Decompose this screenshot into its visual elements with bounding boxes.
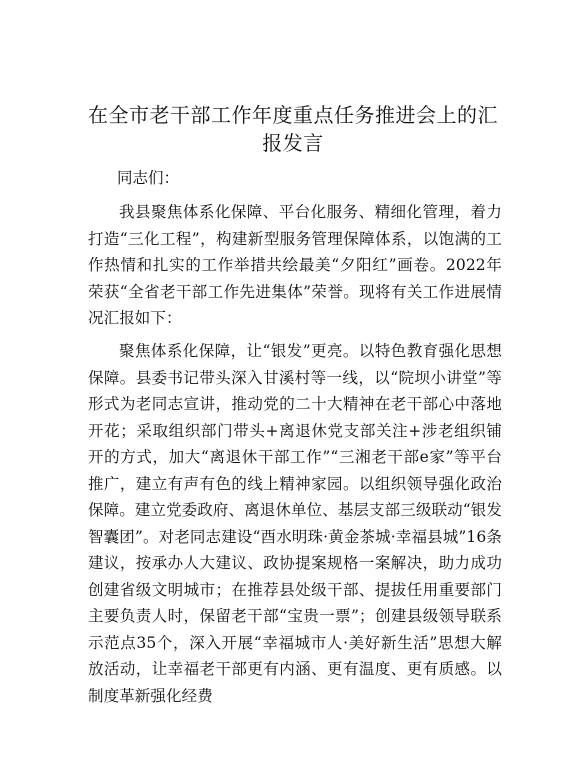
paragraph-system-guarantee: 聚焦体系化保障，让“银发”更亮。以特色教育强化思想保障。县委书记带头深入甘溪村等一线，以“院坝小讲堂”等形式为老同志宣讲，推动党的二十大精神在老干部心中落地开花；采取组织部门带头+离退休党支部关注+涉老组织铺开的方式，加大“离退休干部工作”“三湘老干部e家”等平台推广，建立有声有色的线上精神家园。以组织领导强化政治保障。建立党委政府、离退休单位、基层支部三级联动“银发智囊团”。对老同志建设“酉水明珠·黄金茶城·幸福县城”16条建议，按承办人大建议、政协提案规格一案解决，助力成功创建省级文明城市；在推荐县处级干部、提拔任用重要部门主要负责人时，保留老干部“宝贵一票”；创建县级领导联系示范点35个，深入开展“幸福城市人·美好新生活”思想大解放活动，让幸福老干部更有内涵、更有温度、更有质感。以制度革新强化经费 (88, 342, 502, 705)
salutation: 同志们： (117, 169, 180, 187)
paragraph-intro: 我县聚焦体系化保障、平台化服务、精细化管理，着力打造“三化工程”，构建新型服务管理保障体系，以饱满的工作热情和扎实的工作举措共绘最美“夕阳红”画卷。2022年荣获“全省老干部工作先进集体”荣誉。现将有关工作进展情况汇报如下： (88, 203, 502, 327)
document-title: 在全市老干部工作年度重点任务推进会上的汇报发言 (88, 103, 498, 155)
